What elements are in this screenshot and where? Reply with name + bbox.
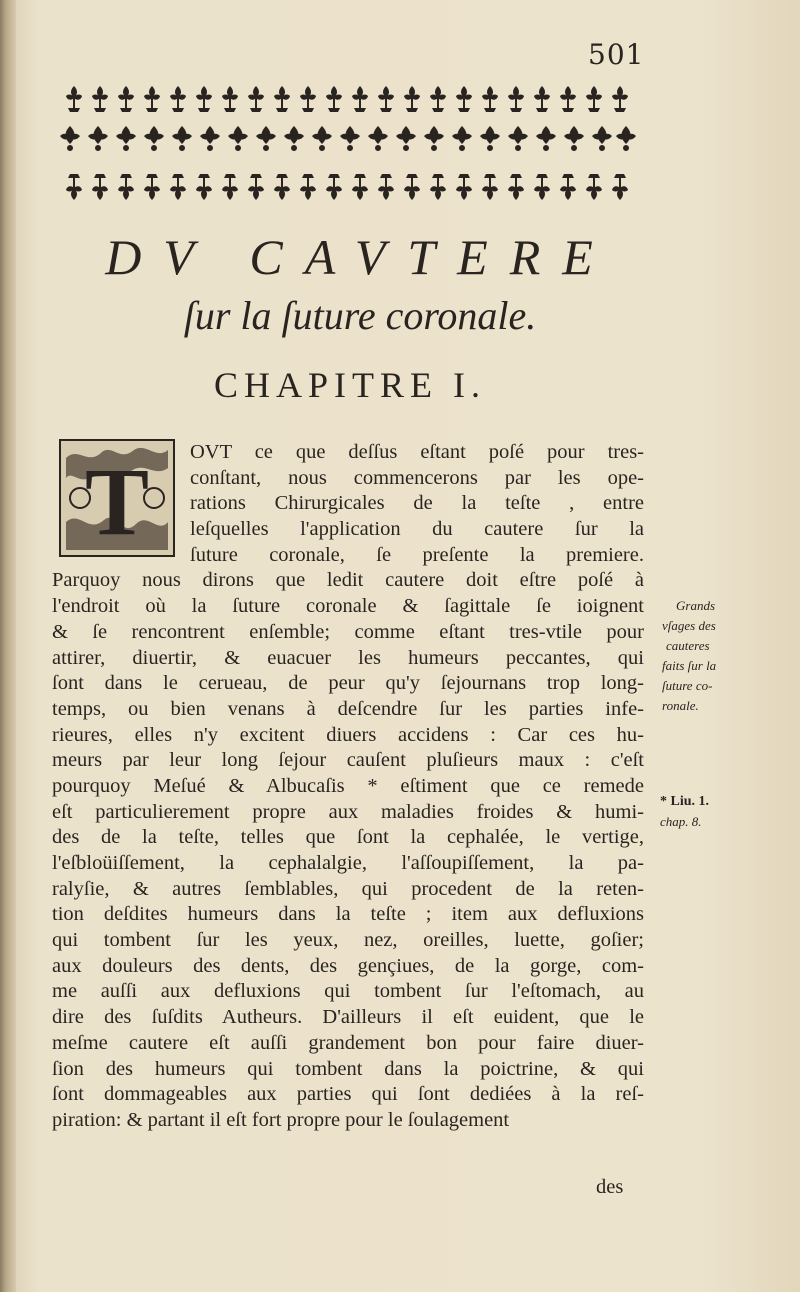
margin-note-line: cauteres bbox=[666, 638, 710, 653]
margin-note-line: ſuture co- bbox=[662, 678, 713, 693]
chapter-heading: CHAPITRE I. bbox=[214, 365, 486, 405]
text-line: ralyſie, & autres ſemblables, qui procedent de la reten- bbox=[52, 877, 644, 900]
margin-note-line: Grands bbox=[676, 598, 716, 613]
text-line: l'endroit où la ſuture coronale & ſagittale ſe ioignent bbox=[52, 595, 644, 618]
text-line: attirer, diuertir, & euacuer les humeurs peccantes, qui bbox=[52, 646, 644, 669]
text-line: aux douleurs des dents, des gençiues, de la gorge, com- bbox=[52, 954, 644, 977]
text-line: meſme cautere eſt auſſi grandement bon pour faire diuer- bbox=[52, 1031, 644, 1054]
margin-note-line: ronale. bbox=[662, 698, 699, 713]
text-line: conſtant, nous commencerons par les ope- bbox=[190, 466, 644, 489]
chapter-subtitle: ſur la ſuture coronale. bbox=[183, 293, 537, 338]
text-line: dire des ſuſdits Autheurs. D'ailleurs il eſt euident, que le bbox=[52, 1006, 644, 1029]
margin-note-line: * Liu. 1. bbox=[660, 794, 710, 809]
chapter-title: DV CAVTERE bbox=[105, 229, 615, 285]
text-line: des de la teſte, telles que ſont la cephalée, le vertige, bbox=[52, 826, 644, 849]
text-line: leſquelles l'application du cautere ſur la bbox=[190, 518, 644, 541]
text-line: qui tombent ſur les yeux, nez, oreilles, luette, goſier; bbox=[52, 929, 644, 952]
margin-note-grands-vsages bbox=[662, 596, 772, 716]
text-line: ſuture coronale, ſe preſente la premiere. bbox=[190, 543, 644, 566]
text-line: piration: & partant il eſt fort propre pour le ſoulagement bbox=[52, 1108, 510, 1131]
margin-note-reference bbox=[660, 792, 770, 832]
text-line: rations Chirurgicales de la teſte , entre bbox=[190, 492, 644, 515]
body-text bbox=[52, 440, 644, 1134]
text-line: rieures, elles n'y excitent diuers accidens : Car ces hu- bbox=[52, 723, 644, 746]
text-line: meurs par leur long ſejour cauſent pluſieurs maux : c'eſt bbox=[52, 749, 644, 772]
fleuron-ornament-band bbox=[60, 78, 640, 208]
binding-gutter bbox=[0, 0, 16, 1292]
text-line: tion deſdites humeurs dans la teſte ; item aux defluxions bbox=[52, 903, 644, 926]
text-line: ſont dommageables aux parties qui ſont dediées à la reſ- bbox=[52, 1083, 644, 1106]
margin-note-line: vſages des bbox=[662, 618, 716, 633]
catchword: des bbox=[596, 1176, 624, 1198]
drop-cap-letter: T bbox=[84, 448, 150, 555]
text-line: eſt particulierement propre aux maladies froides & humi- bbox=[52, 800, 644, 823]
text-line: Parquoy nous dirons que ledit cautere doit eſtre poſé à bbox=[52, 569, 644, 592]
margin-note-line: chap. 8. bbox=[660, 814, 702, 829]
text-line: me auſſi aux defluxions qui tombent ſur l'eſtomach, au bbox=[52, 980, 644, 1003]
text-line: & ſe rencontrent enſemble; comme eſtant tres-vtile pour bbox=[52, 620, 644, 643]
margin-note-line: faits ſur la bbox=[662, 658, 717, 673]
page-number: 501 bbox=[588, 38, 645, 71]
text-line: ſont dans le cerueau, de peur qu'y ſejournans trop long- bbox=[52, 672, 644, 695]
text-line: pourquoy Meſué & Albucaſis * eſtiment que ce remede bbox=[52, 774, 644, 797]
text-line: OVT ce que deſſus eſtant poſé pour tres- bbox=[190, 441, 644, 463]
text-line: ſion des humeurs qui tombent dans la poictrine, & qui bbox=[52, 1057, 644, 1080]
text-line: temps, ou bien venans à deſcendre ſur les parties infe- bbox=[52, 697, 644, 720]
text-line: l'eſbloüiſſement, la cephalalgie, l'aſſoupiſſement, la pa- bbox=[52, 852, 644, 874]
